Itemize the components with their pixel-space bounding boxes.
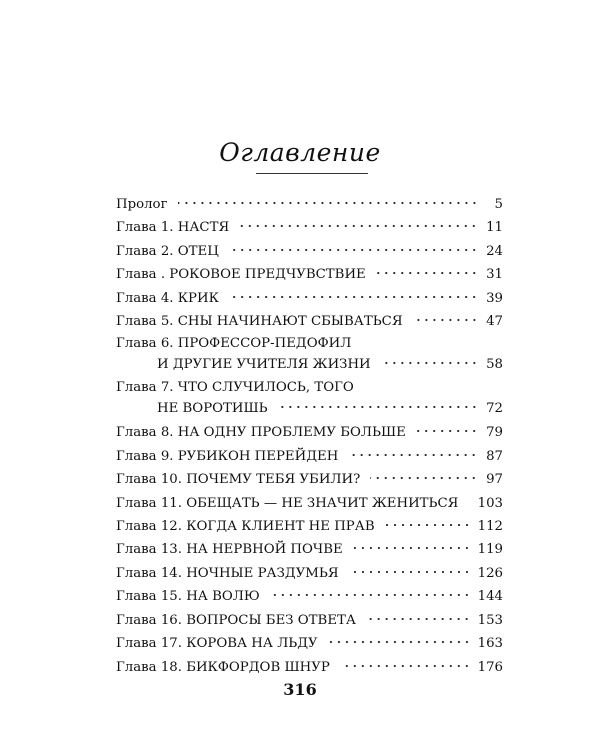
toc-entry	[116, 562, 503, 585]
dot-leader	[229, 248, 478, 252]
toc-entry-page: 79	[486, 425, 503, 441]
toc-entry	[116, 609, 503, 632]
toc-entry-title: Глава 8. НА ОДНУ ПРОБЛЕМУ БОЛЬШЕ	[116, 425, 406, 441]
toc-entry-title: Пролог	[116, 197, 168, 212]
toc-entry	[116, 287, 503, 310]
dot-leader	[229, 295, 478, 299]
toc-entry-title-continuation: И ДРУГИЕ УЧИТЕЛЯ ЖИЗНИ	[157, 357, 371, 373]
page-number: 316	[283, 680, 317, 699]
dot-leader	[348, 453, 478, 457]
dot-leader	[340, 664, 471, 668]
toc-entry	[116, 585, 503, 608]
dot-leader	[381, 361, 478, 365]
toc-entry-page: 87	[486, 448, 503, 464]
toc-entry	[116, 240, 503, 263]
toc-entry-title: Глава 12. КОГДА КЛИЕНТ НЕ ПРАВ	[116, 519, 375, 535]
toc-entry-page: 5	[494, 197, 503, 212]
toc-entry-title: Глава 4. КРИК	[116, 290, 219, 306]
heading-underline	[256, 173, 368, 174]
dot-leader	[413, 318, 478, 322]
toc-entry-title: Глава 11. ОБЕЩАТЬ — НЕ ЗНАЧИТ ЖЕНИТЬСЯ	[116, 495, 459, 511]
toc-entry-page: 163	[477, 636, 503, 652]
toc-entry-page: 153	[477, 612, 503, 628]
toc-entry-title: Глава 15. НА ВОЛЮ	[116, 589, 260, 605]
dot-leader	[353, 546, 471, 550]
dot-leader	[416, 429, 478, 433]
toc-entry-page: 31	[486, 267, 503, 283]
dot-leader	[376, 271, 478, 275]
toc-entry	[116, 445, 503, 468]
toc-entry-title: Глава 14. НОЧНЫЕ РАЗДУМЬЯ	[116, 565, 339, 581]
toc-entry-page: 112	[477, 519, 503, 535]
toc-entry-title: Глава . РОКОВОЕ ПРЕДЧУВСТВИЕ	[116, 267, 366, 283]
toc-entry	[116, 656, 503, 679]
dot-leader	[278, 405, 478, 409]
toc-entry-page: 103	[477, 495, 503, 511]
toc-entry-title: Глава 9. РУБИКОН ПЕРЕЙДЕН	[116, 448, 339, 464]
toc-entry-title: Глава 6. ПРОФЕССОР-ПЕДОФИЛ	[116, 336, 352, 352]
toc-entry	[116, 468, 503, 491]
toc-entry	[116, 515, 503, 538]
toc-entry-page: 72	[486, 401, 503, 417]
toc-entry-title: Глава 1. НАСТЯ	[116, 220, 230, 236]
toc-entry-page: 39	[486, 290, 503, 306]
toc-entry	[116, 492, 503, 515]
toc-entry	[116, 193, 503, 216]
toc-entry-page: 176	[477, 659, 503, 675]
dot-leader	[366, 617, 471, 621]
toc-entry-title: Глава 13. НА НЕРВНОЙ ПОЧВЕ	[116, 542, 343, 558]
toc-entry-title: Глава 18. БИКФОРДОВ ШНУР	[116, 659, 330, 675]
toc-entry	[116, 632, 503, 655]
dot-leader	[239, 224, 478, 228]
toc-entry-page: 126	[477, 565, 503, 581]
toc-entry-page: 144	[477, 589, 503, 605]
toc-entry	[116, 333, 503, 375]
toc-entry-page: 58	[486, 357, 503, 373]
dot-leader	[468, 500, 470, 504]
toc-entry	[116, 421, 503, 444]
dot-leader	[385, 523, 471, 527]
toc-entry-page: 97	[486, 472, 503, 488]
toc-entry-title: Глава 2. ОТЕЦ	[116, 243, 219, 259]
toc-entry-title: Глава 17. КОРОВА НА ЛЬДУ	[116, 636, 318, 652]
toc-entry-page: 11	[486, 220, 503, 236]
toc-entry	[116, 310, 503, 333]
toc-entry-title: Глава 7. ЧТО СЛУЧИЛОСЬ, ТОГО	[116, 380, 354, 396]
dot-leader	[270, 593, 471, 597]
dot-leader	[349, 570, 471, 574]
toc-entry	[116, 263, 503, 286]
toc-entry	[116, 377, 503, 419]
table-of-contents	[116, 193, 503, 679]
toc-heading: Оглавление	[219, 138, 381, 167]
toc-entry-title-continuation: НЕ ВОРОТИШЬ	[157, 401, 268, 417]
dot-leader	[370, 476, 478, 480]
toc-entry-page: 24	[486, 243, 503, 259]
toc-entry-title: Глава 5. СНЫ НАЧИНАЮТ СБЫВАТЬСЯ	[116, 314, 403, 330]
toc-entry-page: 119	[477, 542, 503, 558]
toc-entry-title: Глава 10. ПОЧЕМУ ТЕБЯ УБИЛИ?	[116, 472, 361, 488]
toc-entry-page: 47	[486, 314, 503, 330]
dot-leader	[328, 640, 471, 644]
dot-leader	[178, 201, 478, 205]
toc-entry	[116, 216, 503, 239]
toc-entry-title: Глава 16. ВОПРОСЫ БЕЗ ОТВЕТА	[116, 612, 356, 628]
toc-entry	[116, 538, 503, 561]
